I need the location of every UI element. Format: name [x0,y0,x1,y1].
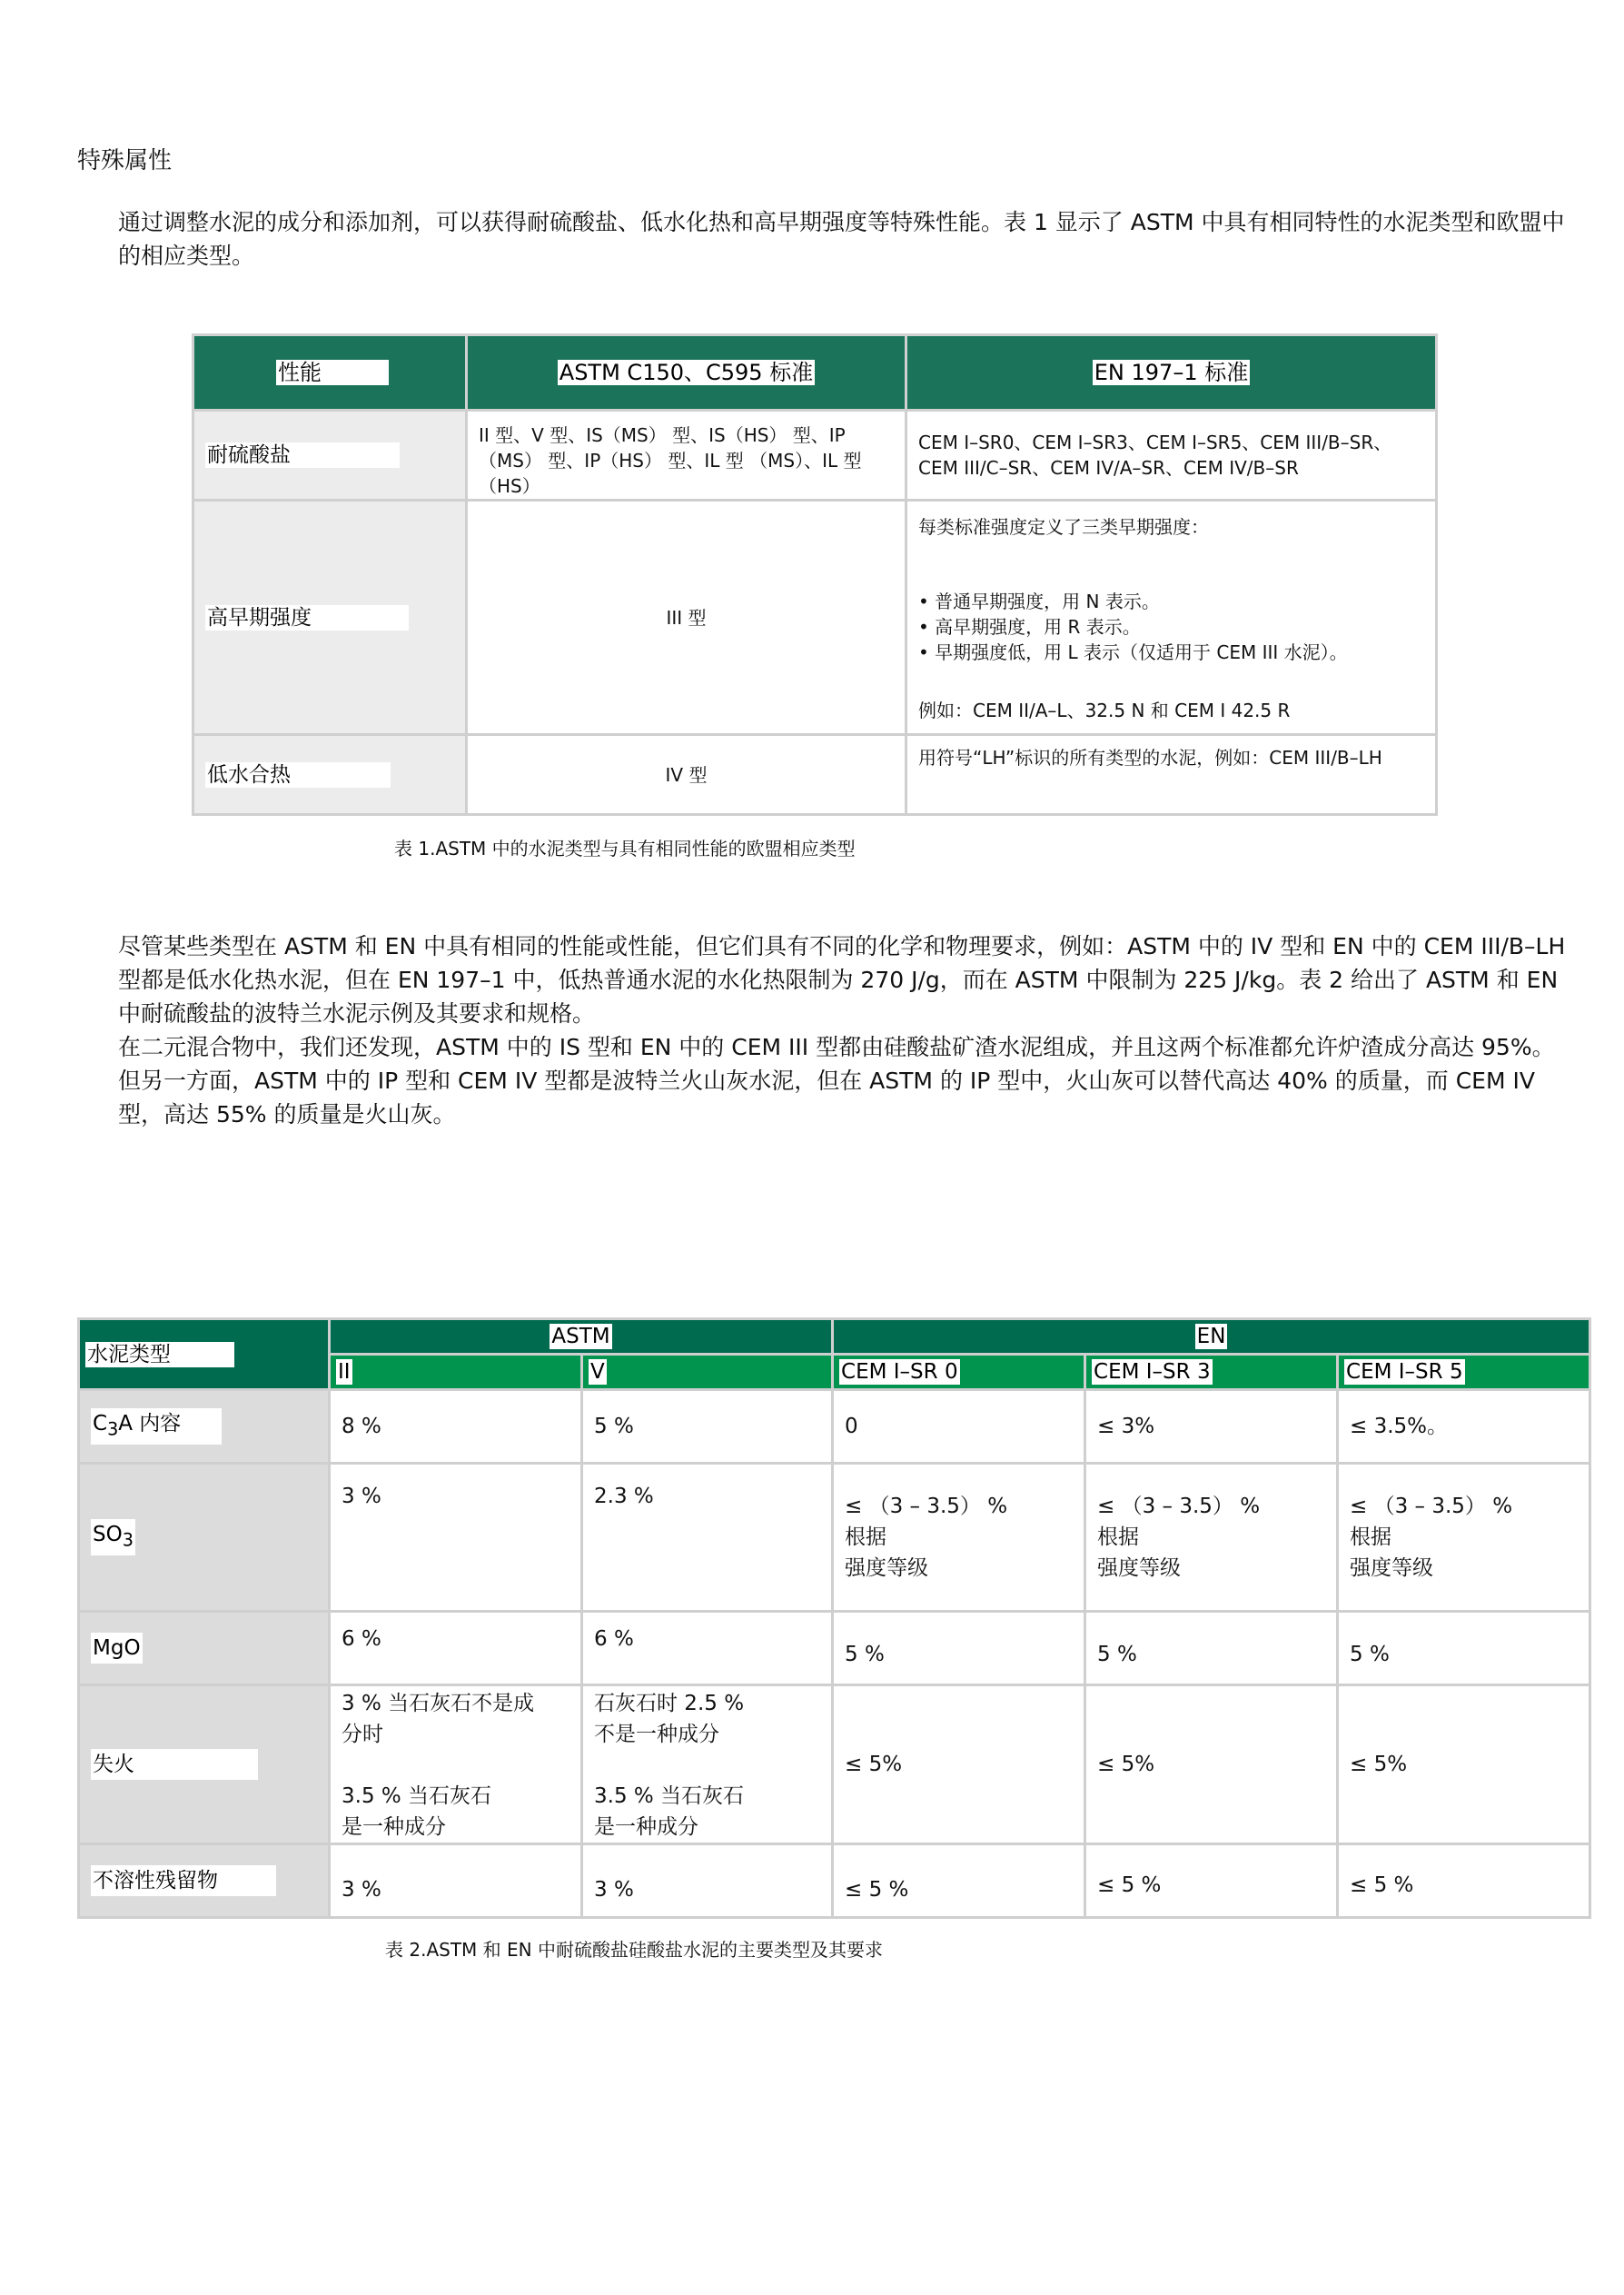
header-astm: ASTM C150、C595 标准 [559,360,814,385]
paragraph: 但另一方面，ASTM 中的 IP 型和 CEM IV 型都是波特兰火山灰水泥，但在 ASTM 的 IP 型中，火山灰可以替代高达 40% 的质量，而 CEM IV 型，高达 55% 的质量是火山灰。 [118,1068,1535,1128]
cell: ≤ （3 – 3.5） % 根据 强度等级 [1085,1464,1338,1612]
row-label: MgO [91,1633,143,1664]
cell: 3 % 当石灰石不是成 分时 3.5 % 当石灰石 是一种成分 [330,1685,582,1844]
bullet-list [918,589,1424,665]
row-label: $C_3A$ 内容 [91,1408,222,1446]
table-1-caption: 表 1.ASTM 中的水泥类型与具有相同性能的欧盟相应类型 [394,838,856,859]
row-label: 耐硫酸盐 [205,442,400,468]
cell: 5 % [833,1612,1085,1685]
table-row [79,1685,1590,1844]
cell: 5 % [1085,1612,1338,1685]
column-header: II [338,1360,351,1384]
row-label: 不溶性残留物 [91,1865,276,1896]
table-row [79,1612,1590,1685]
body-text [118,929,1571,1131]
cell: ≤ 5% [1085,1685,1338,1844]
cell: 0 [833,1390,1085,1464]
cell: IV 型 [467,735,906,815]
cell: ≤ 5% [1338,1685,1590,1844]
cell: ≤ 3.5%。 [1338,1390,1590,1464]
group-header-row [79,1319,1590,1355]
table-row [193,411,1437,501]
table-header-row [193,335,1437,411]
cell [906,501,1437,735]
header-en: EN 197–1 标准 [1094,360,1249,385]
table-row [193,735,1437,815]
cell-example: 例如：CEM II/A–L、32.5 N 和 CEM I 42.5 R [918,700,1291,721]
cell: 5 % [582,1390,833,1464]
cell: ≤ 3% [1085,1390,1338,1464]
table-row [79,1390,1590,1464]
cell: ≤ 5% [833,1685,1085,1844]
list-item: • 早期强度低，用 L 表示（仅适用于 CEM III 水泥）。 [918,641,1348,663]
table-row [193,501,1437,735]
cell: 3 % [330,1844,582,1918]
table-1 [192,333,1438,816]
table-2-caption: 表 2.ASTM 和 EN 中耐硫酸盐硅酸盐水泥的主要类型及其要求 [385,1939,883,1961]
intro-paragraph: 通过调整水泥的成分和添加剂，可以获得耐硫酸盐、低水化热和高早期强度等特殊性能。表 1 显示了 ASTM 中具有相同特性的水泥类型和欧盟中的相应类型。 [118,209,1565,269]
paragraph: 尽管某些类型在 ASTM 和 EN 中具有相同的性能或性能，但它们具有不同的化学和物理要求，例如：ASTM 中的 IV 型和 EN 中的 CEM III/B–LH 型都是低水化热水泥，但在 EN 197–1 中，低热普通水泥的水化热限制为 270 J/g，而在 ASTM 中限制为 225 J/kg。表 2 给出了 ASTM 和 EN 中耐硫酸盐的波特兰水泥示例及其要求和规格。 [118,933,1566,1027]
row-label: 低水合热 [205,762,391,788]
header-property: 性能 [276,360,389,385]
cell: ≤ 5 % [833,1844,1085,1918]
group-astm: ASTM [551,1325,610,1348]
cell: II 型、V 型、IS（MS） 型、IS（HS） 型、IP（MS） 型、IP（HS） 型、IL 型 （MS）、IL 型（HS） [467,411,906,501]
cell: 6 % [582,1612,833,1685]
cell: 2.3 % [582,1464,833,1612]
cell-intro: 每类标准强度定义了三类早期强度： [918,516,1209,538]
paragraph: 在二元混合物中，我们还发现，ASTM 中的 IS 型和 EN 中的 CEM III 型都由硅酸盐矿渣水泥组成，并且这两个标准都允许炉渣成分高达 95%。 [118,1034,1555,1060]
table-2 [77,1317,1591,1919]
cell: 6 % [330,1612,582,1685]
cell: 石灰石时 2.5 % 不是一种成分 3.5 % 当石灰石 是一种成分 [582,1685,833,1844]
corner-header: 水泥类型 [85,1342,234,1367]
cell: ≤ 5 % [1338,1844,1590,1918]
table-row [79,1464,1590,1612]
cell: 3 % [330,1464,582,1612]
column-header: V [590,1360,605,1384]
row-label: $SO_3$ [91,1519,135,1556]
column-header: CEM I–SR 5 [1346,1360,1463,1384]
list-item: • 高早期强度，用 R 表示。 [918,616,1141,638]
row-label: 高早期强度 [205,605,409,631]
cell: ≤ 5 % [1085,1844,1338,1918]
section-heading: 特殊属性 [77,147,173,174]
column-header: CEM I–SR 3 [1094,1360,1211,1384]
cell: ≤ （3 – 3.5） % 根据 强度等级 [833,1464,1085,1612]
cell: ≤ （3 – 3.5） % 根据 强度等级 [1338,1464,1590,1612]
group-en: EN [1196,1325,1226,1348]
list-item: • 普通早期强度，用 N 表示。 [918,591,1160,612]
row-label: 失火 [91,1749,258,1780]
cell: 用符号“LH”标识的所有类型的水泥，例如：CEM III/B–LH [906,735,1437,815]
cell: CEM I–SR0、CEM I–SR3、CEM I–SR5、CEM III/B–SR、CEM III/C–SR、CEM IV/A–SR、CEM IV/B–SR [906,411,1437,501]
cell: 8 % [330,1390,582,1464]
column-header: CEM I–SR 0 [841,1360,958,1384]
cell: 3 % [582,1844,833,1918]
cell: III 型 [467,501,906,735]
cell: 5 % [1338,1612,1590,1685]
table-row [79,1844,1590,1918]
